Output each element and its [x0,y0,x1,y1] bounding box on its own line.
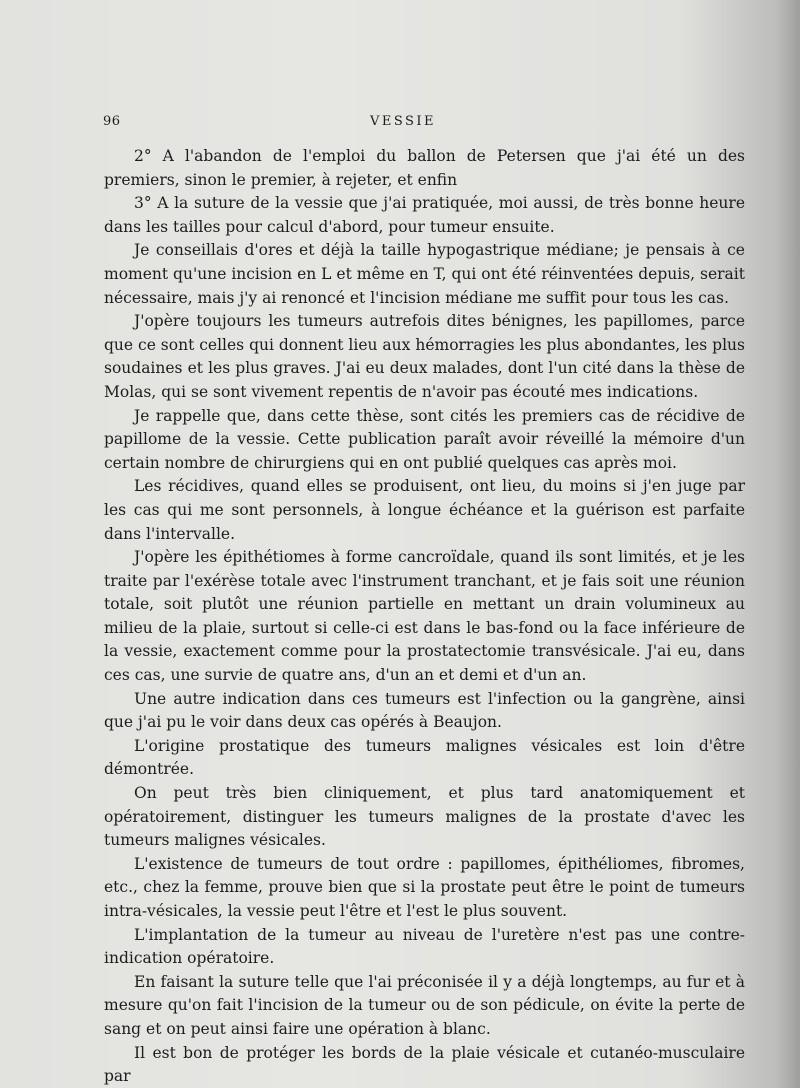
paragraph: 3° A la suture de la vessie que j'ai pratiquée, moi aussi, de très bonne heure dans les tailles pour calcul d'abord, pour tumeur ensuite. [104,194,745,236]
paragraph: 2° A l'abandon de l'emploi du ballon de Petersen que j'ai été un des premiers, sinon le premier, à rejeter, et enfin [104,147,745,189]
paragraph: Je conseillais d'ores et déjà la taille hypogastrique médiane; je pensais à ce moment qu'une incision en L et même en T, qui ont été réinventées depuis, serait nécessaire, mais j'y ai renoncé et l'incision médiane me suffit pour tous les cas. [104,241,745,307]
paragraph: En faisant la suture telle que l'ai préconisée il y a déjà longtemps, au fur et à mesure qu'on fait l'incision de la tumeur ou de son pédicule, on évite la perte de sang et on peut ainsi faire une opération à blanc. [104,972,745,1038]
page-number: 96 [103,114,121,129]
running-title: VESSIE [369,114,437,129]
paragraph: On peut très bien cliniquement, et plus tard anatomiquement et opératoirement, distinguer les tumeurs malignes de la prostate d'avec les tumeurs malignes vésicales. [104,784,745,850]
page-header [103,114,743,138]
paragraph: L'existence de tumeurs de tout ordre : papillomes, épithéliomes, fibromes, etc., chez la femme, prouve bien que si la prostate peut être le point de tumeurs intra-vésicales, la vessie peut l'être et l'est le plus souvent. [104,854,745,920]
paragraph: Une autre indication dans ces tumeurs est l'infection ou la gangrène, ainsi que j'ai pu le voir dans deux cas opérés à Beaujon. [104,689,745,732]
paragraph: Les récidives, quand elles se produisent, ont lieu, du moins si j'en juge par les cas qui me sont personnels, à longue échéance et la guérison est parfaite dans l'intervalle. [104,477,745,543]
paragraph: J'opère les épithétiomes à forme cancroïdale, quand ils sont limités, et je les traite par l'exérèse totale avec l'instrument tranchant, et je fais soit une réunion totale, soit plutôt une réunion partielle en mettant un drain volumineux au milieu de la plaie, surtout si celle-ci est dans le bas-fond ou la face inférieure de la vessie, exactement comme pour la prostatectomie transvésicale. J'ai eu, dans ces cas, une survie de quatre ans, d'un an et demi et d'un an. [104,548,745,685]
paragraph: L'origine prostatique des tumeurs malignes vésicales est loin d'être démontrée. [104,736,745,779]
body-text [104,145,745,1088]
paragraph: Il est bon de protéger les bords de la plaie vésicale et cutanéo-musculaire par [104,1043,745,1086]
paragraph: Je rappelle que, dans cette thèse, sont cités les premiers cas de récidive de papillome de la vessie. Cette publication paraît avoir réveillé la mémoire d'un certain nombre de chirurgiens qui en ont publié quelques cas après moi. [104,406,745,472]
paragraph: J'opère toujours les tumeurs autrefois dites bénignes, les papillomes, parce que ce sont celles qui donnent lieu aux hémorragies les plus abondantes, les plus soudaines et les plus graves. J'ai eu deux malades, dont l'un cité dans la thèse de Molas, qui se sont vivement repentis de n'avoir pas écouté mes indications. [104,312,745,401]
paragraph: L'implantation de la tumeur au niveau de l'uretère n'est pas une contre-indication opératoire. [104,925,745,968]
